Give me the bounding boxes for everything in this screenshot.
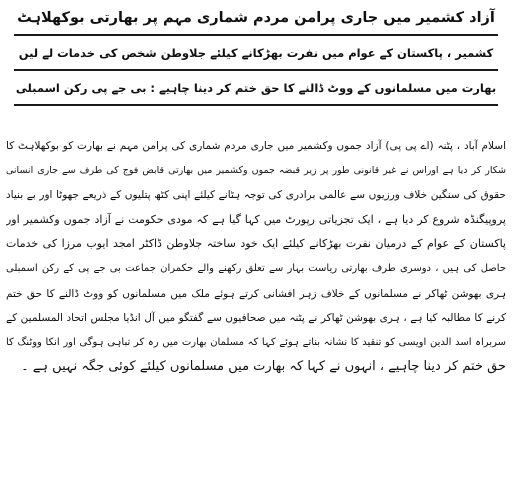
body-line: کرنے کا مطالبہ کیا ہے ، ہری بھوشن ٹھاکر نے پٹنہ میں صحافیوں سے گفتگو میں آل انڈیا مجلس اتحاد المسلمین کے: [6, 312, 506, 325]
headline-block: [14, 4, 498, 106]
body-line: ہری بھوشن ٹھاکر نے مسلمانوں کے خلاف زہر افشانی کرتے ہوئے ملک میں مسلمانوں کو ووٹ ڈالنے کا حق ختم: [6, 287, 506, 300]
headline-line-1: آزاد کشمیر میں جاری پرامن مردم شماری مہم پر بھارتی بوکھلاہٹ: [14, 4, 498, 36]
body-line: حقوق کی سنگین خلاف ورزیوں سے عالمی برادری کی توجہ ہٹانے کیلئے اپنی کٹھ پتلیوں کے ذریعے جھوٹا اور بے بنیاد: [6, 189, 506, 202]
body-line: پروپیگنڈہ شروع کر دیا ہے ، ایک تجزیاتی رپورٹ میں کہا گیا ہے کہ مودی حکومت نے آزاد جموں وکشمیر اور: [6, 212, 506, 226]
body-line: حاصل کی ہیں ، دوسری طرف بھارتی ریاست بہار سے تعلق رکھنے والے حکمران جماعت بی جے پی کے رکن اسمبلی: [6, 262, 506, 274]
headline-line-3: بھارت میں مسلمانوں کے ووٹ ڈالنے کا حق ختم کر دینا چاہیے : بی جے پی رکن اسمبلی: [14, 74, 498, 106]
body-line: پاکستان کے عوام کے درمیان نفرت بھڑکانے کیلئے ایک خود ساختہ جلاوطن ڈاکٹر امجد ایوب مرزا کی خدمات: [6, 237, 506, 251]
article-body: [6, 134, 506, 380]
body-line: سربراہ اسد الدین اویسی کو تنقید کا نشانہ بناتے ہوئے کہا کہ مسلمان بھارت میں رہ کر تباہی ہوگی اور انکا ووٹنگ کا: [6, 336, 506, 348]
body-line-last: حق ختم کر دینا چاہیے ، انہوں نے کہا کہ بھارت میں مسلمانوں کیلئے کوئی جگہ نہیں ہے ۔: [21, 359, 506, 375]
body-line: شکار کر دیا ہے اوراس نے غیر قانونی طور پر زیر قبضہ جموں وکشمیر میں بھارتی قابض فوج کی طرف سے جاری انسانی: [6, 164, 506, 176]
headline-line-2: کشمیر ، پاکستان کے عوام میں نفرت بھڑکانے کیلئے جلاوطن شخص کی خدمات لے لیں: [14, 39, 498, 71]
body-line: اسلام آباد ، پٹنہ (اے پی پی) آزاد جموں وکشمیر میں جاری مردم شماری کی پرامن مہم نے بھارت کو بوکھلاہٹ کا: [6, 140, 506, 152]
